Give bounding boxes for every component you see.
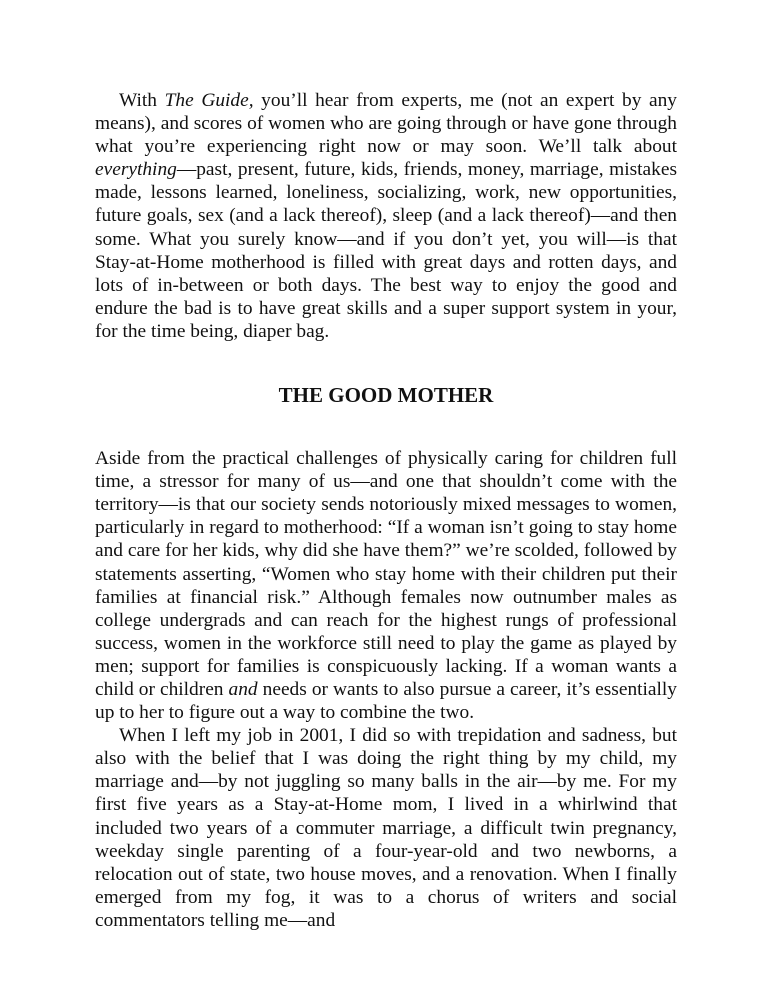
section-paragraph-2: When I left my job in 2001, I did so with trepidation and sadness, but also with the belief that I was doing the right thing by my child, my marriage and—by not juggling so many balls in the air—by me. For my first five years as a Stay-at-Home mom, I lived in a whirlwind that included two years of a commuter marriage, a difficult twin pregnancy, weekday single parenting of a four-year-old and two newborns, a relocation out of state, two house moves, and a renovation. When I finally emerged from my fog, it was to a chorus of writers and social commentators telling me—and: [95, 725, 677, 931]
intro-text-middle: you’ll hear from experts, me (not an expert by any means), and scores of women who are going through or have gone through what you’re experiencing right now or may soon. We’ll talk about: [95, 90, 678, 158]
section-p1-text-end: needs or wants to also pursue a career, it’s essentially up to her to figure out a way to combine the two.: [95, 678, 677, 724]
book-title-reference: The Guide,: [164, 90, 254, 111]
section-p1-text-start: Aside from the practical challenges of physically caring for children full time, a stressor for many of us—and one that shouldn’t come with the territory—is that our society sends notoriously mixed messages to women, particularly in regard to motherhood: “If a woman isn’t going to stay home and care for her kids, why did she have them?” we’re scolded, followed by statements asserting, “Women who stay home with their children put their families at financial risk.” Although females now outnumber males as college undergrads and can reach for the highest rungs of professional success, women in the workforce still need to play the game as played by men; support for families is conspicuously lacking. If a woman wants a child or children: [95, 448, 677, 700]
intro-text-start: With: [119, 90, 165, 111]
section-body: [95, 447, 677, 932]
intro-text-end: —past, present, future, kids, friends, money, marriage, mistakes made, lessons learned, loneliness, socializing, work, new opportunities, future goals, sex (and a lack thereof), sleep (and a lack thereof)—and then some. What you surely know—and if you don’t yet, you will—is that Stay-at-Home motherhood is filled with great days and rotten days, and lots of in-between or both days. The best way to enjoy the good and endure the bad is to have great skills and a super support system in your, for the time being, diaper bag.: [95, 159, 677, 342]
section-paragraph-1: [95, 447, 677, 724]
book-page: [95, 89, 677, 932]
intro-paragraph: [95, 89, 677, 343]
section-heading: THE GOOD MOTHER: [278, 383, 494, 408]
emphasized-everything: everything: [95, 159, 177, 181]
emphasized-and: and: [228, 678, 258, 700]
